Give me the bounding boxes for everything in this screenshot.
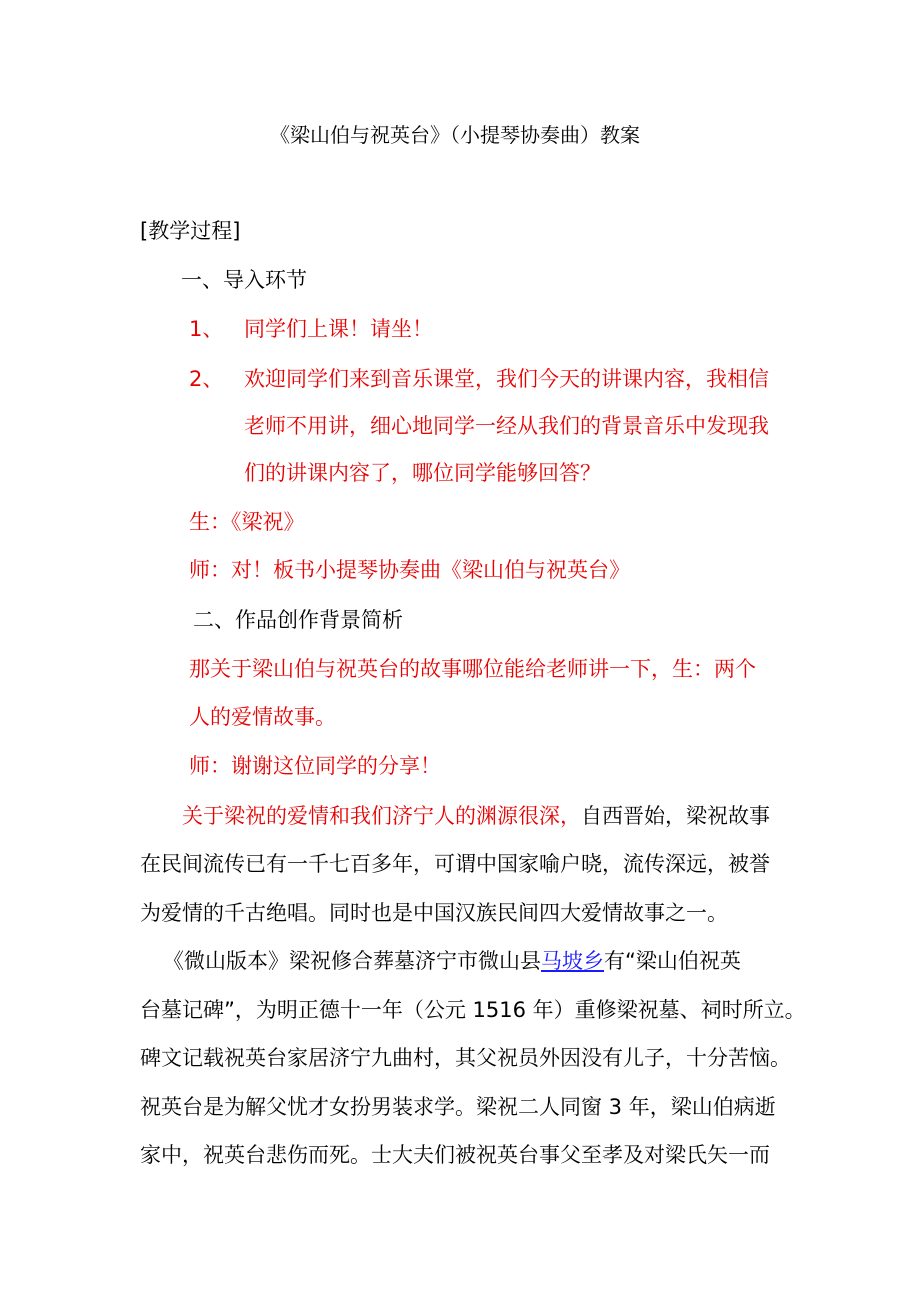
paragraph2-line1: [163, 946, 741, 976]
student-answer: 生：《梁祝》: [189, 510, 305, 534]
item1-text: 同学们上课！请坐！: [244, 317, 433, 341]
item2-number: 2、: [189, 367, 224, 391]
item2-line1: 欢迎同学们来到音乐课堂，我们今天的讲课内容，我相信: [244, 367, 769, 391]
paragraph1-black-span: 自西晋始，梁祝故事: [581, 804, 770, 828]
item2-line3: 们的讲课内容了，哪位同学能够回答？: [244, 461, 601, 485]
item2-line2: 老师不用讲，细心地同学一经从我们的背景音乐中发现我: [244, 414, 769, 438]
paragraph2-line1-before: 《微山版本》梁祝修合葬墓济宁市微山县: [163, 949, 541, 973]
section-heading: [教学过程]: [140, 219, 241, 243]
question-line2: 人的爱情故事。: [189, 705, 336, 729]
part2-heading: 二、作品创作背景简析: [193, 608, 403, 632]
teacher-reply: 师：对！板书小提琴协奏曲《梁山伯与祝英台》: [189, 558, 630, 582]
part1-heading: 一、导入环节: [181, 268, 307, 292]
paragraph2-line1-after: 有“梁山伯祝英: [604, 949, 741, 973]
paragraph2-line5: 家中，祝英台悲伤而死。士大夫们被祝英台事父至孝及对梁氏矢一而: [140, 1143, 770, 1167]
document-title: 《梁山伯与祝英台》（小提琴协奏曲）教案: [270, 123, 640, 147]
paragraph1-red-span: 关于梁祝的爱情和我们济宁人的渊源很深，: [182, 804, 581, 828]
paragraph1-line1: [182, 801, 770, 831]
teacher-thanks: 师：谢谢这位同学的分享！: [189, 754, 441, 778]
paragraph2-line4: 祝英台是为解父忧才女扮男装求学。梁祝二人同窗 3 年，梁山伯病逝: [140, 1095, 776, 1119]
paragraph1-line2: 在民间流传已有一千七百多年，可谓中国家喻户晓，流传深远，被誉: [140, 852, 770, 876]
paragraph1-line3: 为爱情的千古绝唱。同时也是中国汉族民间四大爱情故事之一。: [140, 901, 728, 925]
paragraph2-line3: 碑文记载祝英台家居济宁九曲村，其父祝员外因没有儿子，十分苦恼。: [140, 1046, 791, 1070]
item1-number: 1、: [189, 317, 224, 341]
mapo-township-link[interactable]: 马坡乡: [541, 949, 604, 973]
question-line1: 那关于梁山伯与祝英台的故事哪位能给老师讲一下，生：两个: [189, 657, 756, 681]
paragraph2-line2: 台墓记碑”，为明正德十一年（公元 1516 年）重修梁祝墓、祠时所立。: [140, 998, 806, 1022]
